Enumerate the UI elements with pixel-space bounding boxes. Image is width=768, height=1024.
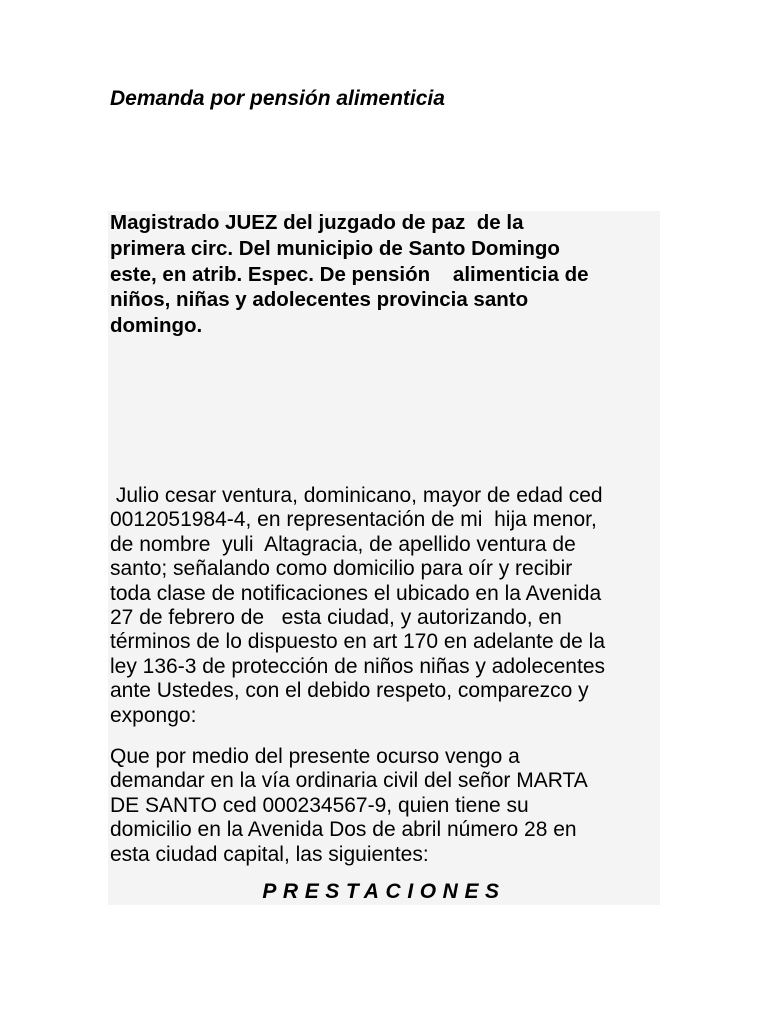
body-paragraph-demand: Que por medio del presente ocurso vengo a demandar en la vía ordinaria civil del señor MARTA DE SANTO ced 000234567-9, quien tiene su domicilio en la Avenida Dos de abril número 28 en esta ciudad capital, las siguientes: bbox=[110, 745, 588, 866]
body-paragraph-petitioner: Julio cesar ventura, dominicano, mayor de edad ced 0012051984-4, en representación de mi hija menor, de nombre yuli Altagracia, de apellido ventura de santo; señalando como domicilio para oír y recibir toda clase de notificaciones el ubicado en la Avenida 27 de febrero de esta ciudad, y autorizando, en términos de lo dispuesto en art 170 en adelante de la ley 136-3 de protección de niños niñas y adolecentes ante Ustedes, con el debido respeto, comparezco y expongo: bbox=[110, 484, 606, 727]
section-heading-prestaciones: PRESTACIONES bbox=[262, 880, 506, 903]
addressee-heading: Magistrado JUEZ del juzgado de paz de la primera circ. Del municipio de Santo Domingo este, en atrib. Espec. De pensión alimenticia de niños, niñas y adolecentes provincia santo domingo. bbox=[110, 211, 589, 338]
document-title: Demanda por pensión alimenticia bbox=[110, 87, 445, 110]
